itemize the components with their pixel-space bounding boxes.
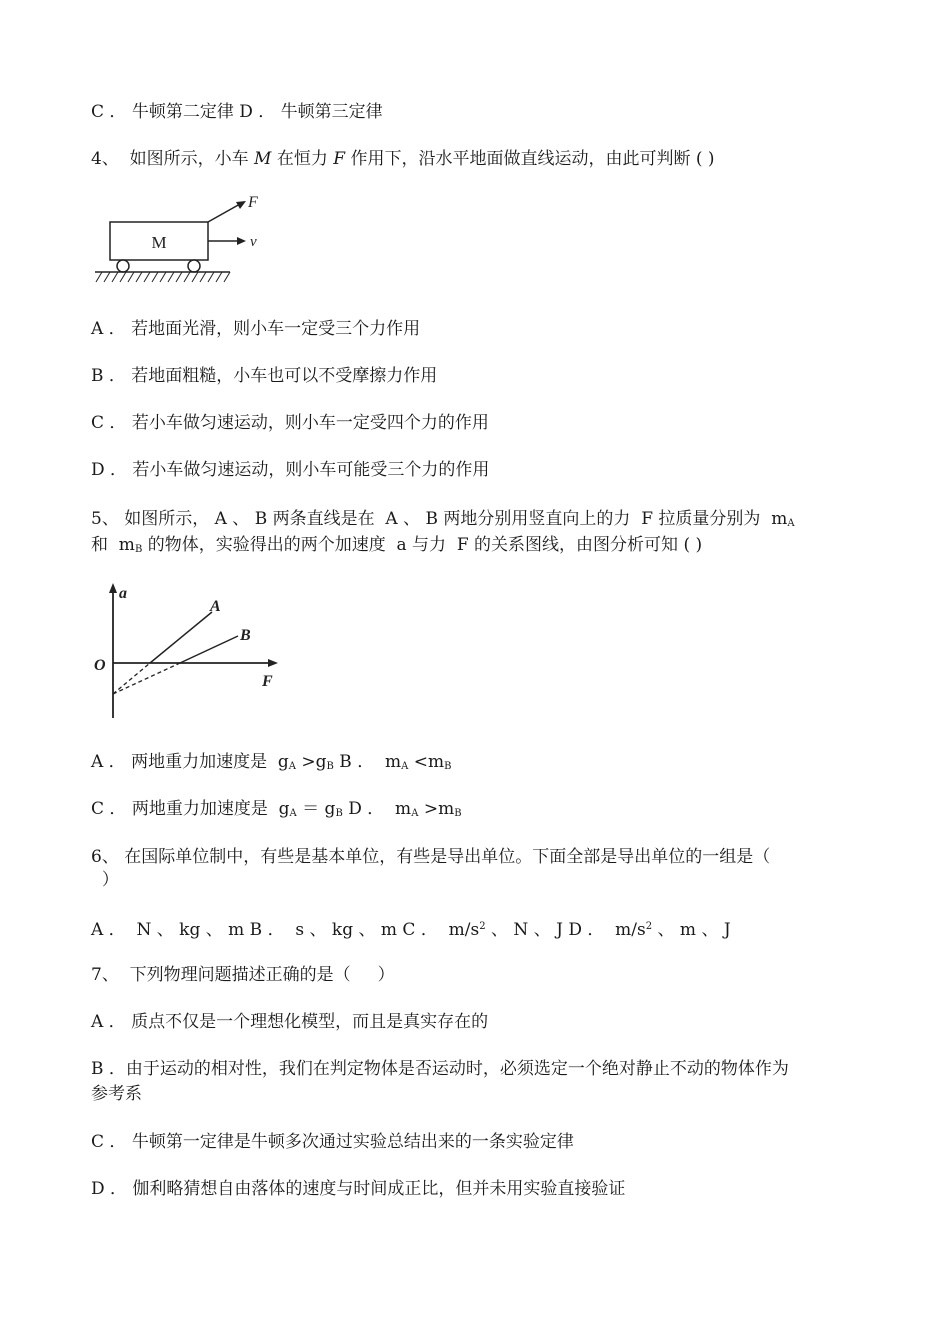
velocity-arrowhead	[237, 237, 246, 245]
q4-stem	[91, 146, 890, 172]
q5-opt-d-sub2: B	[454, 808, 462, 819]
line-a-label: A	[210, 598, 221, 615]
q5-stem-sub-a: A	[787, 518, 795, 529]
q5-opt-d-mid: >m	[418, 799, 455, 819]
line-a	[150, 612, 212, 663]
q4-stem-mid: 在恒力	[276, 149, 328, 169]
q7-option-d: D ． 伽利略猜想自由落体的速度与时间成正比，但并未用实验直接验证	[91, 1179, 626, 1199]
q6-options-part3: 、 m 、 J	[652, 920, 731, 940]
q7-option-b-line2: 参考系	[91, 1084, 142, 1104]
q7-stem: 7、 下列物理问题描述正确的是（ ）	[91, 965, 395, 985]
ground-hatching	[96, 272, 230, 282]
q6-options-part2: 、 N 、 J D ． m/s	[485, 920, 646, 940]
cart-label: M	[151, 233, 167, 252]
q5-opt-b-sub1: A	[401, 761, 409, 772]
cart-wheel-right	[188, 260, 200, 272]
q4-option-b: B ． 若地面粗糙，小车也可以不受摩擦力作用	[91, 366, 438, 386]
velocity-label: v	[250, 234, 257, 250]
q5-opt-a-sub1: A	[288, 761, 297, 772]
q6-options-part1: A ． N 、 kg 、 m B ． s 、 kg 、 m C ． m/s	[91, 920, 480, 940]
q5-opt-c-sub1: A	[289, 808, 297, 819]
q4-stem-suffix: 作用下，沿水平地面做直线运动，由此可判断 ( )	[350, 149, 715, 169]
q5-opt-c-prefix: C ． 两地重力加速度是 g	[91, 799, 290, 819]
force-arrow	[208, 204, 240, 222]
q4-option-c: C ． 若小车做匀速运动，则小车一定受四个力的作用	[91, 413, 489, 433]
q5-options-cd	[91, 796, 890, 827]
q6-options-sup1: 2	[479, 921, 486, 932]
q7-option-c: C ． 牛顿第一定律是牛顿多次通过实验总结出来的一条实验定律	[91, 1132, 574, 1152]
q5-opt-b-sub2: B	[444, 761, 452, 772]
q5-graph-figure	[90, 578, 290, 723]
q5-stem-line2-prefix: 和 m	[91, 535, 135, 555]
y-axis-label: a	[119, 585, 127, 602]
force-label: F	[248, 194, 258, 211]
q4-var-f: F	[333, 149, 346, 169]
q5-opt-d-sub1: A	[411, 808, 419, 819]
origin-label: O	[94, 657, 106, 674]
q5-opt-a-prefix: A ． 两地重力加速度是 g	[91, 752, 289, 772]
q4-stem-prefix: 4、 如图所示，小车	[91, 149, 249, 169]
q6-stem-line2: ）	[91, 870, 119, 890]
q4-var-m: M	[254, 149, 272, 169]
q5-opt-b-mid: <m	[408, 752, 445, 772]
q5-opt-c-sub2: B	[335, 808, 343, 819]
q6-options	[91, 914, 890, 943]
cart-wheel-left	[117, 260, 129, 272]
q5-stem-sub-b: B	[134, 544, 143, 555]
q5-opt-a-sub2: B	[326, 761, 334, 772]
q5-opt-d-prefix: D ． m	[342, 799, 412, 819]
q5-stem-line2	[91, 532, 890, 563]
x-axis-arrowhead	[268, 659, 278, 667]
y-axis-arrowhead	[109, 583, 117, 593]
q5-stem-line2-suffix: 的物体，实验得出的两个加速度 a 与力 F 的关系图线，由图分析可知 ( )	[142, 535, 703, 555]
q7-option-a: A ． 质点不仅是一个理想化模型，而且是真实存在的	[91, 1012, 489, 1032]
q6-stem-line1: 6、 在国际单位制中，有些是基本单位，有些是导出单位。下面全部是导出单位的一组是（	[91, 847, 771, 867]
line-a-dashed	[113, 663, 150, 694]
line-b-label: B	[240, 627, 251, 644]
q7-option-b-line1: B ．由于运动的相对性，我们在判定物体是否运动时，必须选定一个绝对静止不动的物体作为	[91, 1059, 789, 1079]
q4-option-a: A ． 若地面光滑，则小车一定受三个力作用	[91, 319, 421, 339]
q5-opt-a-mid: >g	[296, 752, 327, 772]
q5-opt-b-prefix: B ． m	[333, 752, 402, 772]
q5-stem-line1-text: 5、 如图所示， A 、 B 两条直线是在 A 、 B 两地分别用竖直向上的力 F 拉质量分别为 m	[91, 509, 788, 529]
q4-cart-figure	[90, 190, 270, 285]
x-axis-label: F	[262, 673, 273, 690]
q5-options-ab	[91, 749, 890, 780]
q5-opt-c-mid: ＝ g	[296, 799, 336, 819]
line-b	[180, 636, 238, 663]
q6-options-sup2: 2	[645, 921, 653, 932]
q4-option-d: D ． 若小车做匀速运动，则小车可能受三个力的作用	[91, 460, 490, 480]
q3-options-cd: C ． 牛顿第二定律 D ． 牛顿第三定律	[91, 102, 383, 122]
line-b-dashed	[113, 663, 180, 694]
